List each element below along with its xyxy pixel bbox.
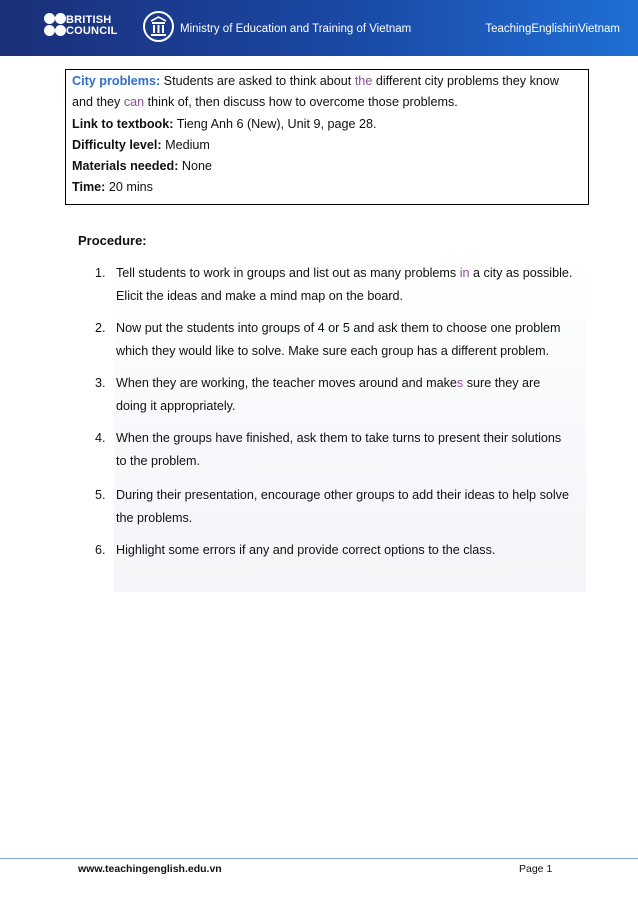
ministry-name: Ministry of Education and Training of Vietnam [180, 23, 412, 35]
procedure-step: 4. When the groups have finished, ask them to take turns to present their solutions to the problem. [95, 427, 595, 484]
activity-summary-line-1: City problems: Students are asked to think about the different city problems they know [72, 74, 559, 88]
step-number: 4. [95, 431, 106, 445]
step-number: 6. [95, 543, 106, 557]
procedure-heading: Procedure: [78, 233, 147, 248]
footer-divider [0, 858, 638, 859]
step-number: 5. [95, 488, 106, 502]
procedure-steps-list [95, 262, 595, 562]
procedure-step: 5. During their presentation, encourage other groups to add their ideas to help solve the problems. [95, 484, 595, 539]
activity-title: City problems: [72, 74, 161, 88]
procedure-step: 3. When they are working, the teacher moves around and makes sure they are doing it appropriately. [95, 372, 595, 427]
activity-info-box [65, 69, 589, 205]
textbook-link-row: Link to textbook: Tieng Anh 6 (New), Unit 9, page 28. [72, 116, 377, 131]
step-number: 2. [95, 321, 106, 335]
procedure-step: 1. Tell students to work in groups and list out as many problems in a city as possible. Elicit the ideas and make a mind map on the board. [95, 262, 595, 317]
materials-row: Materials needed: None [72, 159, 212, 174]
footer-website: www.teachingenglish.edu.vn [78, 863, 222, 875]
difficulty-row: Difficulty level: Medium [72, 137, 210, 152]
british-council-name: BRITISH COUNCIL [66, 14, 118, 37]
step-number: 3. [95, 376, 106, 390]
step-number: 1. [95, 266, 106, 280]
ministry-emblem-icon [143, 11, 174, 42]
page-number: Page 1 [519, 863, 553, 875]
teaching-english-brand: TeachingEnglishinVietnam [485, 23, 620, 35]
procedure-step: 2. Now put the students into groups of 4 or 5 and ask them to choose one problem which they would like to solve. Make sure each group has a different problem. [95, 317, 595, 372]
activity-summary-line-2: and they can think of, then discuss how to overcome those problems. [72, 95, 458, 110]
time-row: Time: 20 mins [72, 180, 153, 195]
procedure-step: 6. Highlight some errors if any and provide correct options to the class. [95, 539, 595, 562]
header-bar [0, 0, 638, 56]
